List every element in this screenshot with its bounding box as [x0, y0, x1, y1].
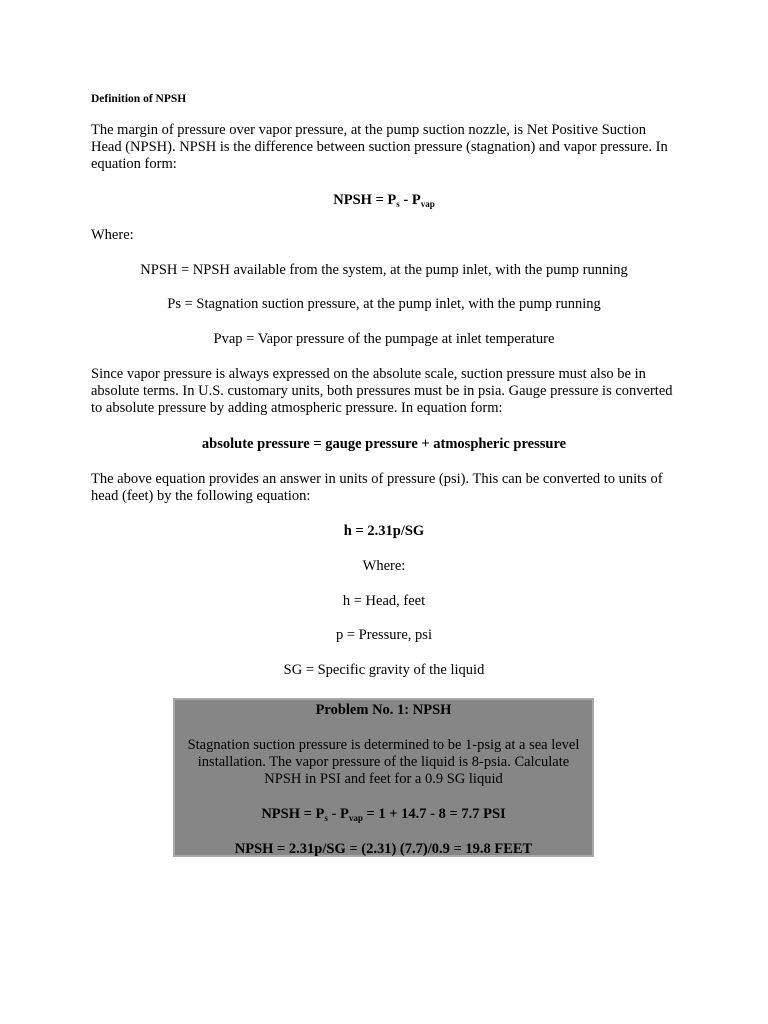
calc-psi-sub-s: s [324, 813, 328, 823]
problem-title: Problem No. 1: NPSH [315, 702, 452, 718]
problem-box [173, 698, 594, 857]
where-label-1: Where: [91, 227, 134, 243]
definition-ps: Ps = Stagnation suction pressure, at the pump inlet, with the pump running [167, 296, 601, 312]
calc-psi-left: NPSH = P [261, 806, 325, 822]
npsh-eq-mid: - P [399, 192, 421, 208]
problem-text-line-1: Stagnation suction pressure is determined to be 1-psig at a sea level [187, 737, 580, 753]
npsh-eq-left: NPSH = P [333, 192, 397, 208]
definition-p: p = Pressure, psi [336, 627, 432, 643]
definition-npsh: NPSH = NPSH available from the system, at the pump inlet, with the pump running [140, 262, 628, 278]
calc-psi-mid: - P [327, 806, 349, 822]
npsh-eq-sub-s: s [396, 199, 400, 209]
calc-psi-sub-vap: vap [348, 813, 363, 823]
problem-calc-psi [175, 806, 592, 823]
definition-pvap: Pvap = Vapor pressure of the pumpage at inlet temperature [213, 331, 555, 347]
problem-calc-feet: NPSH = 2.31p/SG = (2.31) (7.7)/0.9 = 19.8 FEET [234, 841, 533, 857]
where-label-2: Where: [362, 558, 406, 574]
definition-sg: SG = Specific gravity of the liquid [283, 662, 485, 678]
calc-psi-right: = 1 + 14.7 - 8 = 7.7 PSI [362, 806, 506, 822]
absolute-pressure-equation: absolute pressure = gauge pressure + atmospheric pressure [201, 436, 567, 452]
head-equation: h = 2.31p/SG [343, 523, 425, 539]
definition-h: h = Head, feet [342, 593, 426, 609]
npsh-equation [0, 192, 768, 209]
head-conversion-paragraph: The above equation provides an answer in units of pressure (psi). This can be converted to units of head (feet) by the following equation: [91, 471, 663, 504]
npsh-eq-sub-vap: vap [420, 199, 435, 209]
problem-text-line-3: NPSH in PSI and feet for a 0.9 SG liquid [264, 771, 503, 787]
absolute-scale-paragraph: Since vapor pressure is always expressed on the absolute scale, suction pressure must also be in absolute terms. In U.S. customary units, both pressures must be in psia. Gauge pressure is converted to absolute pressure by adding atmospheric pressure. In equation form: [91, 366, 673, 416]
section-heading: Definition of NPSH [91, 93, 187, 105]
intro-paragraph: The margin of pressure over vapor pressure, at the pump suction nozzle, is Net Positive Suction Head (NPSH). NPSH is the difference between suction pressure (stagnation) and vapor pressure. In equation form: [91, 122, 668, 172]
problem-text-line-2: installation. The vapor pressure of the liquid is 8-psia. Calculate [197, 754, 570, 770]
